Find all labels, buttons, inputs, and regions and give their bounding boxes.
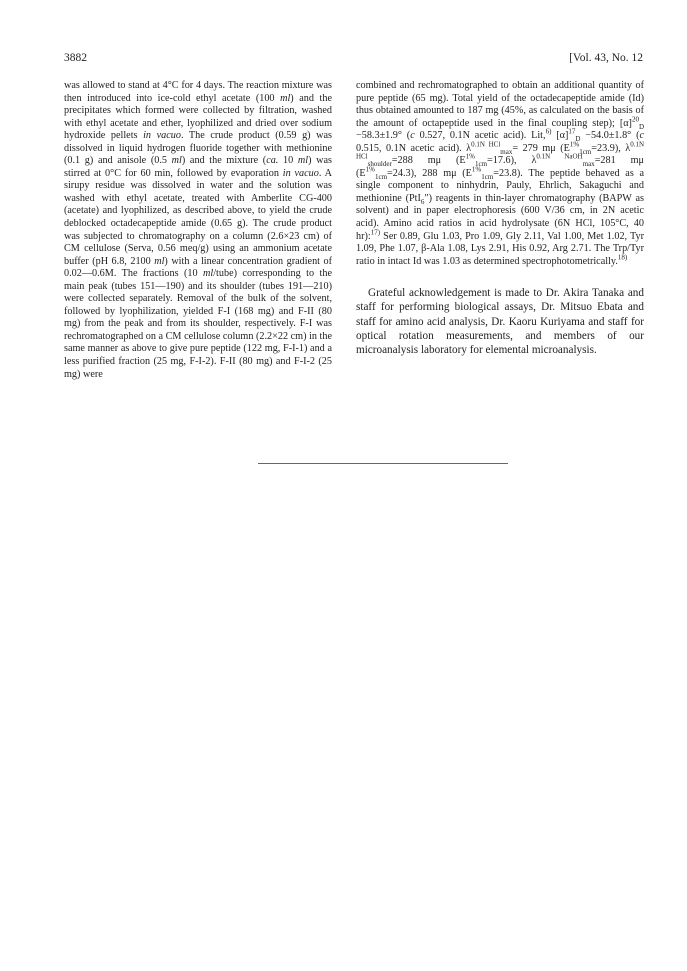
superscript: 1%: [465, 152, 475, 161]
unit-ml: ml: [171, 155, 182, 167]
reference-marker: 18): [617, 253, 628, 262]
subscript: 1cm: [474, 160, 488, 169]
text-run: HCl, 105°C, 40 hr):: [356, 218, 644, 242]
subscript: 1cm: [374, 172, 388, 181]
subscript: 1cm: [579, 147, 592, 156]
text-run: =24.3), 288 mμ (E: [387, 167, 472, 179]
italic-in-vacuo: in vacuo: [143, 130, 181, 142]
text-run: ) and the precipitates which formed were collected by filtration, washed with ethyl acetate and ether, lyophilized and dried over sodium hydroxide pellets: [64, 92, 332, 142]
text-run: ) with a linear concentration gradient of 0.02—0.6: [64, 255, 332, 280]
text-run: −58.3±1.9° (: [356, 130, 411, 142]
text-run: 0.527, 0.1: [414, 130, 463, 142]
characterization-paragraph: [356, 80, 644, 268]
superscript: 0.1N NaOH: [536, 152, 583, 161]
subscript: max: [500, 147, 513, 156]
unit-ml: ml: [280, 92, 291, 104]
text-run: 10: [278, 155, 298, 167]
text-run: =23.9), λ: [591, 142, 631, 154]
text-run: combined and rechromatographed to obtain an additional quantity of pure peptide (65 mg). Total yield of the octadecapeptide amide (Id) thus obtained amounted to 187 mg (45%, as calculated on the basis of the amount of octapeptide used in the final coupling step); [α]: [356, 80, 644, 129]
subscript: D: [575, 135, 581, 144]
normal-unit: N: [462, 130, 470, 142]
italic-c: c: [410, 130, 415, 142]
running-header: [Vol. 43, No. 12: [569, 52, 643, 64]
subscript: D: [638, 122, 644, 131]
subscript: 6: [420, 197, 425, 206]
text-run: [α]: [551, 130, 569, 142]
normal-unit: N: [398, 142, 407, 154]
text-run: =288 mμ (E: [391, 155, 466, 167]
reference-marker: 6): [545, 127, 552, 136]
superscript: 0.1N HCl: [356, 140, 645, 161]
text-run: ″) reagents in thin-layer chromatography (BAPW as solvent) and in paper electrophoresis (600 V/36 cm, in 2: [356, 192, 644, 217]
unit-ml: ml: [297, 155, 309, 167]
subscript: shoulder: [367, 160, 392, 169]
text-run: =281 mμ (E: [356, 155, 645, 179]
text-run: . The fractions (10: [113, 268, 204, 280]
text-run: ) was stirred at 0°C for 60 min, followed by evaporation: [64, 155, 332, 179]
text-run: acetic acid). λ: [406, 142, 472, 154]
italic-in-vacuo: in vacuo: [282, 167, 319, 179]
text-run: =23.8). The peptide behaved as a single component to ninhydrin, Pauly, Ehrlich, Sakaguchi and methionine (PtI: [356, 167, 644, 204]
superscript: 17: [568, 127, 576, 136]
reference-marker: 17): [370, 228, 381, 237]
unit-ml: ml: [154, 255, 165, 267]
text-run: = 279 mμ (E: [512, 142, 570, 154]
right-column: [356, 80, 644, 357]
text-run: /tube) corresponding to the main peak (tubes 151—190) and its shoulder (tubes 191—210) were collected separately. Removal of the bulk of the solvent, followed by lyophilization, yielded F-I (168 mg) and F-II (80 mg) from the peak and from its shoulder, respectively. F-I was rechromatographed on a CM cellulose column (2.2×22 cm) in the same manner as above to give pure peptide (122 mg, F-I-1) and a less purified fraction (25 mg, F-I-2). F-II (80 mg) and F-I-2 (25 mg) were: [64, 268, 332, 380]
superscript: 1%: [471, 165, 482, 174]
acknowledgement-paragraph: Grateful acknowledgement is made to Dr. Akira Tanaka and staff for performing biological assays, Dr. Mitsuo Ebata and staff for amino acid analysis, Dr. Kaoru Kuriyama and staff for optical rotation measurements, and members of our microanalysis laboratory for elemental microanalysis.: [356, 287, 644, 357]
italic-c: c: [639, 130, 645, 142]
text-run: was allowed to stand at 4°C for 4 days. The reaction mixture was then introduced into ice-cold ethyl acetate (100: [64, 80, 332, 104]
italic-ca: ca.: [266, 155, 279, 167]
superscript: 1%: [365, 165, 375, 174]
subscript: 1cm: [481, 172, 494, 181]
superscript: 0.1N HCl: [471, 140, 501, 149]
molar-unit: M: [104, 268, 114, 280]
text-run: acetic acid). Lit,: [469, 130, 546, 142]
text-run: Ser 0.89, Glu 1.03, Pro 1.09, Gly 2.11, Val 1.00, Met 1.02, Tyr 1.09, Phe 1.07, β-Ala 1.08, Lys 2.91, His 0.92, Arg 2.71. The Trp/Tyr ratio in intact Id was 1.03 as determined spectrophotometrically.: [356, 230, 644, 267]
page-number: 3882: [64, 52, 87, 64]
text-run: . The crude product (0.59 g) was dissolved in liquid hydrogen fluoride together with methionine (0.1 g) and anisole (0.5: [64, 130, 332, 167]
text-run: ) and the mixture (: [181, 155, 267, 167]
normal-unit: N: [607, 205, 616, 217]
text-run: −54.0±1.8° (: [580, 130, 640, 142]
text-run: =17.6), λ: [487, 155, 537, 167]
text-run: acetic acid). Amino acid ratios in acid hydrolysate (6: [356, 205, 644, 230]
text-run: . A sirupy residue was dissolved in water and the solution was washed with ethyl acetate, treated with Amberlite CG-400 (acetate) and lyophilized, as described above, to yield the crude deblocked octadecapeptide amide (0.65 g). The crude product was subjected to chromatography on a column (2.6×23 cm) of CM cellulose (Serva, 0.56 meq/g) using an ammonium acetate buffer (pH 6.8, 2100: [64, 167, 332, 267]
superscript: 20: [631, 115, 639, 124]
section-divider-rule: [258, 463, 508, 464]
superscript: 1%: [569, 140, 580, 149]
subscript: max: [582, 160, 595, 169]
left-column: [64, 80, 332, 381]
unit-ml: ml: [203, 268, 214, 280]
text-run: 0.515, 0.1: [356, 142, 399, 154]
normal-unit: N: [562, 218, 571, 230]
experimental-paragraph: [64, 80, 332, 381]
